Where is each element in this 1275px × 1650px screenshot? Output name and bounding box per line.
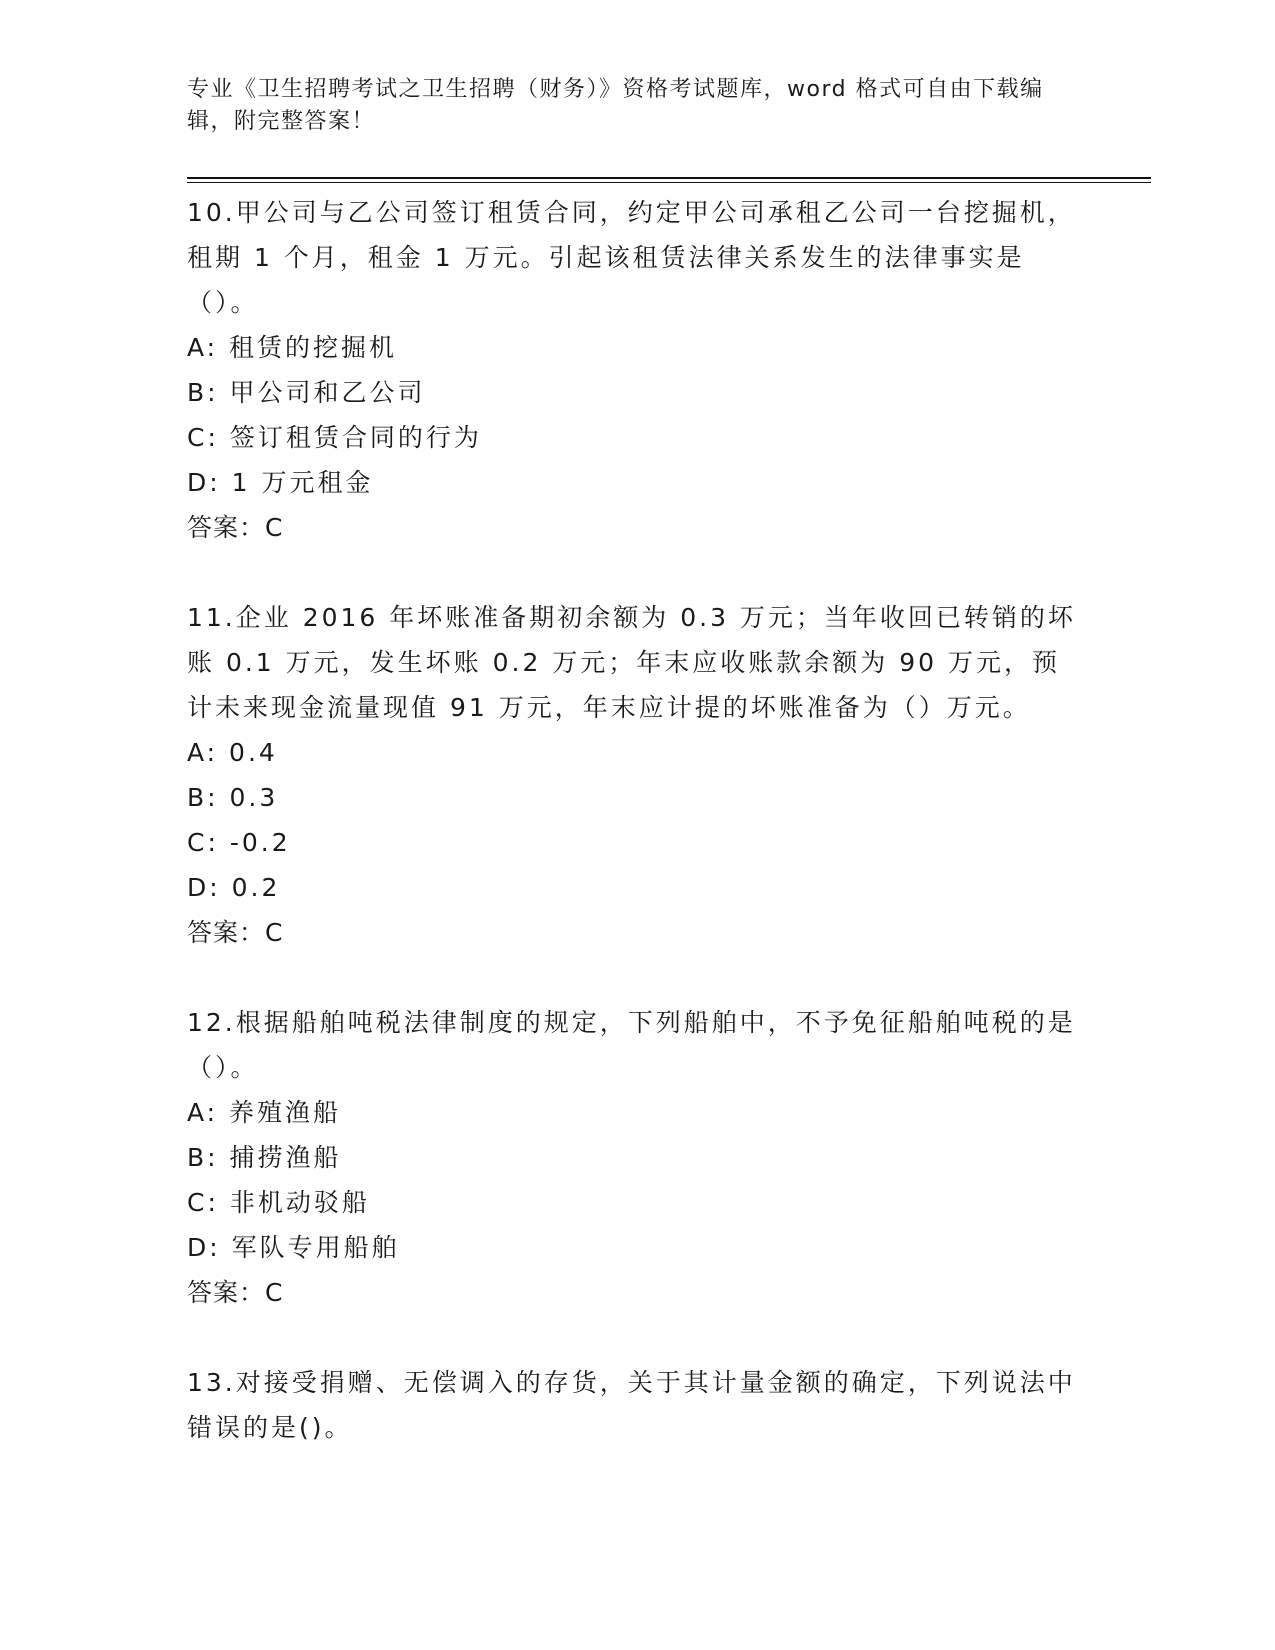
spacer — [187, 1315, 1087, 1360]
option-b: B: 甲公司和乙公司 — [187, 378, 426, 407]
option-d: D: 0.2 — [187, 873, 281, 902]
question-10 — [187, 190, 1087, 550]
question-list — [187, 190, 1087, 1450]
option-b: B: 0.3 — [187, 783, 279, 812]
option-c: C: 签订租赁合同的行为 — [187, 423, 482, 452]
option-a: A: 0.4 — [187, 738, 278, 767]
option-d: D: 1 万元租金 — [187, 468, 374, 497]
option-a: A: 租赁的挖掘机 — [187, 333, 398, 362]
answer-label: 答案：C — [187, 918, 284, 947]
option-d: D: 军队专用船舶 — [187, 1233, 400, 1262]
option-b: B: 捕捞渔船 — [187, 1143, 342, 1172]
option-c: C: 非机动驳船 — [187, 1188, 370, 1217]
answer-label: 答案：C — [187, 1278, 284, 1307]
answer-label: 答案：C — [187, 513, 284, 542]
header-divider-top — [187, 177, 1151, 179]
spacer — [187, 955, 1087, 1000]
spacer — [187, 550, 1087, 595]
option-c: C: -0.2 — [187, 828, 291, 857]
question-11 — [187, 595, 1087, 955]
question-12 — [187, 1000, 1087, 1315]
question-13 — [187, 1360, 1087, 1450]
question-text: 11.企业 2016 年坏账准备期初余额为 0.3 万元；当年收回已转销的坏账 0.1 万元，发生坏账 0.2 万元；年末应收账款余额为 90 万元，预计未来现金流量现值 91 万元，年末应计提的坏账准备为（）万元。 — [187, 603, 1076, 722]
question-text: 13.对接受捐赠、无偿调入的存货，关于其计量金额的确定，下列说法中错误的是()。 — [187, 1368, 1076, 1442]
header-divider-bottom — [187, 182, 1151, 183]
question-text: 10.甲公司与乙公司签订租赁合同，约定甲公司承租乙公司一台挖掘机，租期 1 个月，租金 1 万元。引起该租赁法律关系发生的法律事实是（）。 — [187, 198, 1076, 317]
option-a: A: 养殖渔船 — [187, 1098, 342, 1127]
document-header: 专业《卫生招聘考试之卫生招聘（财务）》资格考试题库，word 格式可自由下载编辑，附完整答案！ — [187, 77, 1044, 134]
question-text: 12.根据船舶吨税法律制度的规定，下列船舶中，不予免征船舶吨税的是（）。 — [187, 1008, 1076, 1082]
